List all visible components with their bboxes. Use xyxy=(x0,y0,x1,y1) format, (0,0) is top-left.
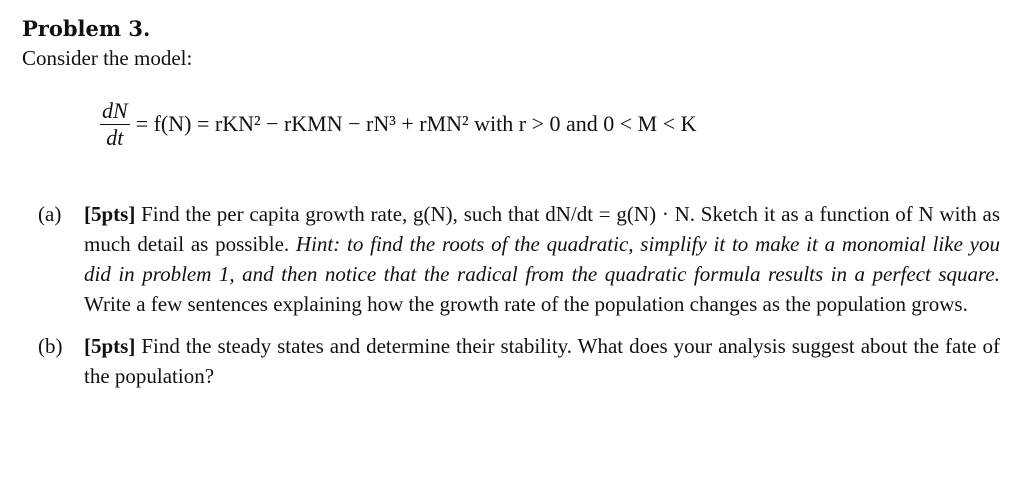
problem-parts xyxy=(38,199,1000,403)
part-a-text: Find the per capita growth rate, g(N), such that dN/dt = g(N) · N. Sketch it as a function of N with as much detail as possible. xyxy=(84,202,1000,256)
part-b-label: (b) xyxy=(38,334,63,358)
problem-title: Problem 3. xyxy=(22,16,151,41)
problem-intro: Consider the model: xyxy=(22,46,193,70)
part-a-body xyxy=(84,199,1000,319)
part-a-hint: Hint: to find the roots of the quadratic, simplify it to make it a monomial like you did in problem 1, and then notice that the radical from the quadratic formula results in a perfect square. xyxy=(84,232,1000,286)
derivative-fraction xyxy=(100,99,130,150)
fraction-numerator: dN xyxy=(102,97,128,123)
part-b-points: [5pts] xyxy=(84,334,136,358)
part-b-text: Find the steady states and determine their stability. What does your analysis suggest about the fate of the population? xyxy=(84,334,1000,388)
equation-rhs: = f(N) = rKN² − rKMN − rN³ + rMN² with r > 0 and 0 < M < K xyxy=(135,111,697,136)
part-a-label: (a) xyxy=(38,202,62,226)
part-a xyxy=(38,199,1000,319)
part-b xyxy=(38,331,1000,391)
model-equation xyxy=(100,94,697,154)
part-a-points: [5pts] xyxy=(84,202,136,226)
part-b-body xyxy=(84,331,1000,391)
fraction-denominator: dt xyxy=(106,124,124,150)
part-a-text-after: Write a few sentences explaining how the growth rate of the population changes as the population grows. xyxy=(84,292,968,316)
